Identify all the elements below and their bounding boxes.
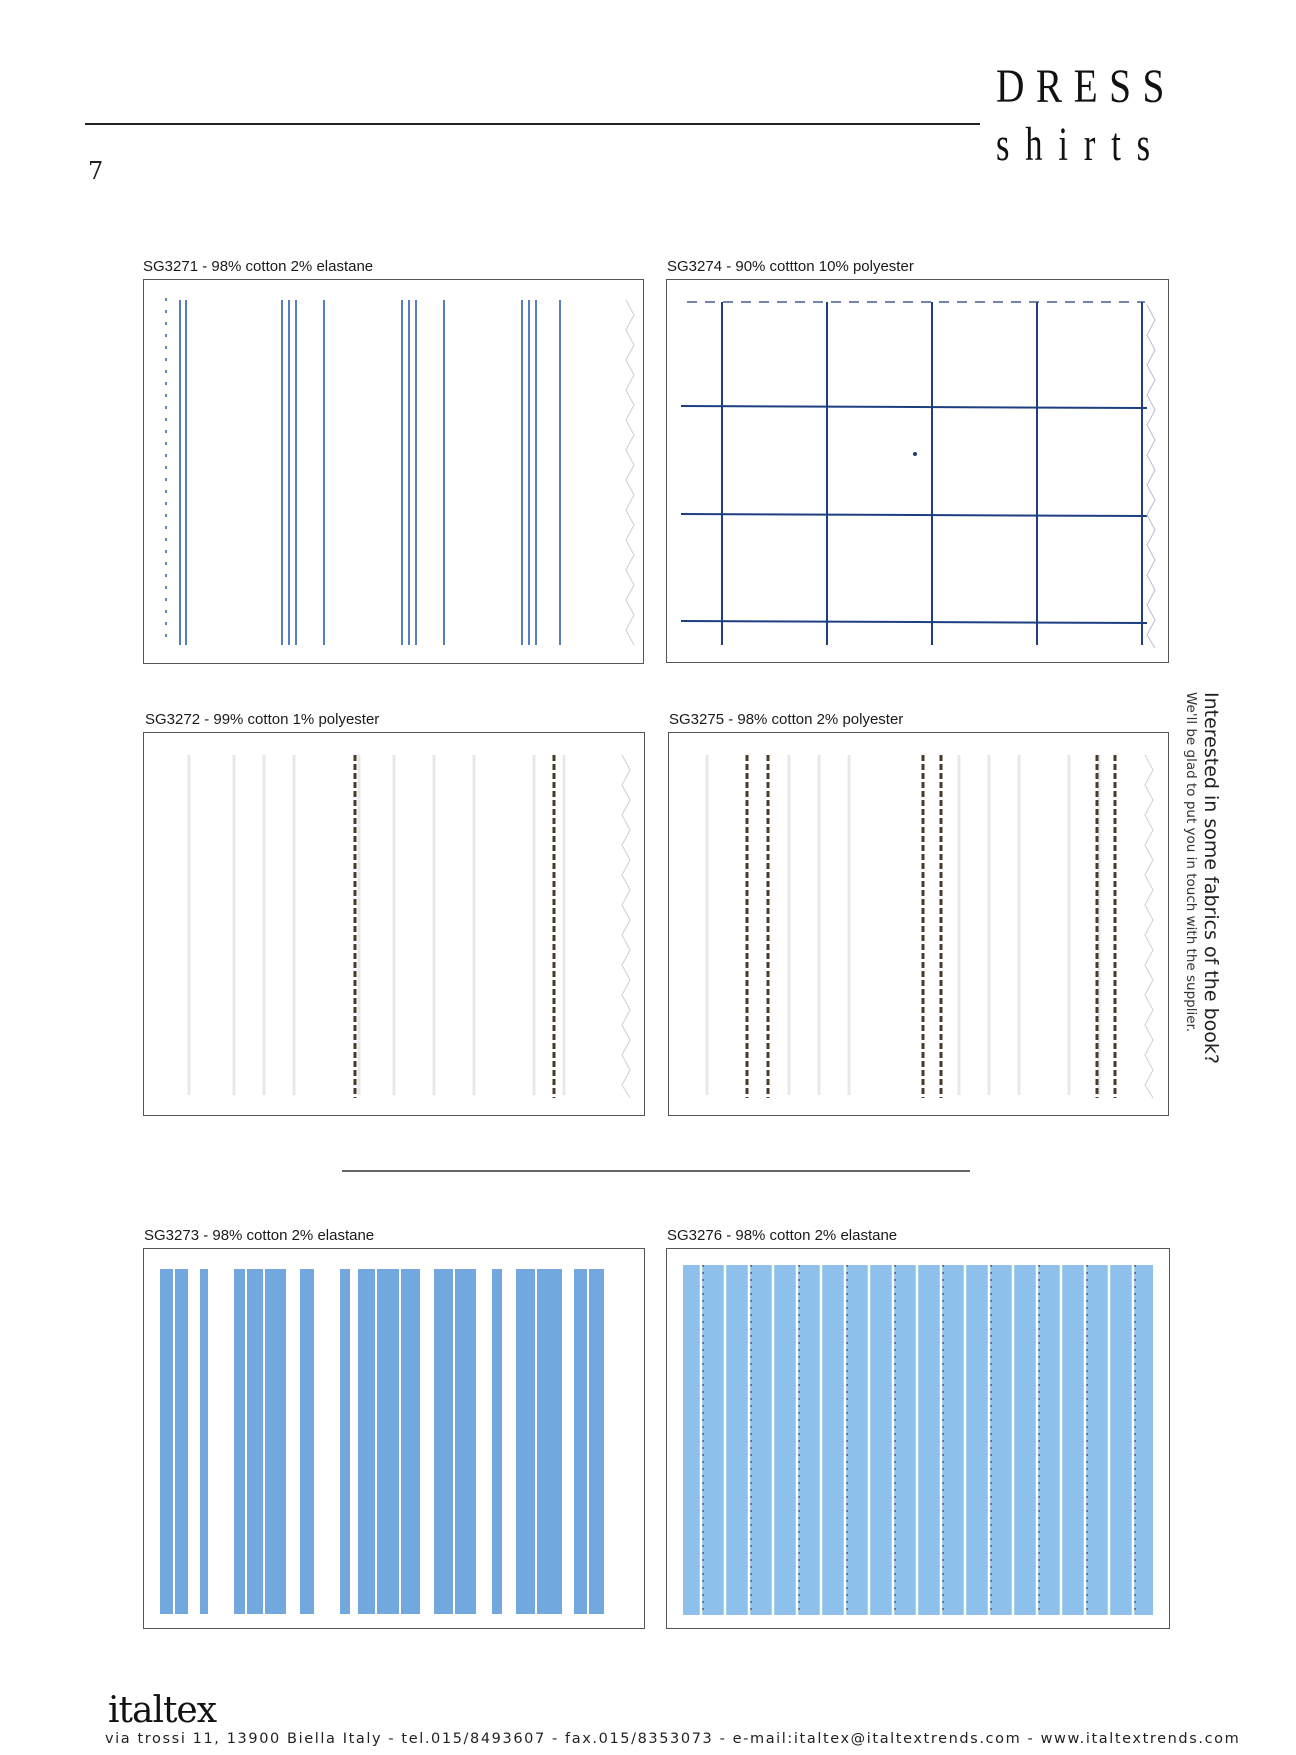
swatch-label-sg3274: SG3274 - 90% cottton 10% polyester: [667, 258, 914, 275]
section-title-shirts: shirts: [996, 118, 1166, 171]
fabric-swatch-sg3274: [666, 279, 1169, 663]
side-note-title: Interested in some fabrics of the book?: [1200, 692, 1222, 1064]
side-note-subtitle: We'll be glad to put you in touch with the supplier.: [1183, 692, 1199, 1033]
swatch-label-sg3276: SG3276 - 98% cotton 2% elastane: [667, 1227, 898, 1244]
page-number: 7: [88, 157, 104, 185]
swatch-image-sg3271: [144, 280, 644, 664]
section-title-dress: DRESS: [996, 60, 1176, 113]
swatch-image-sg3273: [144, 1249, 645, 1629]
swatch-label-sg3272: SG3272 - 99% cotton 1% polyester: [145, 711, 380, 728]
swatch-label-sg3273: SG3273 - 98% cotton 2% elastane: [144, 1227, 375, 1244]
fabric-swatch-sg3273: [143, 1248, 645, 1629]
swatch-image-sg3274: [667, 280, 1169, 663]
swatch-image-sg3275: [669, 733, 1169, 1116]
swatch-image-sg3272: [144, 733, 645, 1116]
header-rule: [85, 123, 980, 125]
fabric-swatch-sg3275: [668, 732, 1169, 1116]
fabric-swatch-sg3276: [666, 1248, 1170, 1629]
swatch-label-sg3275: SG3275 - 98% cotton 2% polyester: [669, 711, 904, 728]
swatch-image-sg3276: [667, 1249, 1170, 1629]
footer-contact-line: via trossi 11, 13900 Biella Italy - tel.015/8493607 - fax.015/8353073 - e-mail:italtex@italtextrends.com - www.italtextrends.com: [105, 1731, 1241, 1747]
brand-logo: italtex: [108, 1690, 217, 1731]
fabric-swatch-sg3272: [143, 732, 645, 1116]
divider-rule: [342, 1170, 970, 1172]
swatch-label-sg3271: SG3271 - 98% cotton 2% elastane: [143, 258, 374, 275]
fabric-swatch-sg3271: [143, 279, 644, 664]
